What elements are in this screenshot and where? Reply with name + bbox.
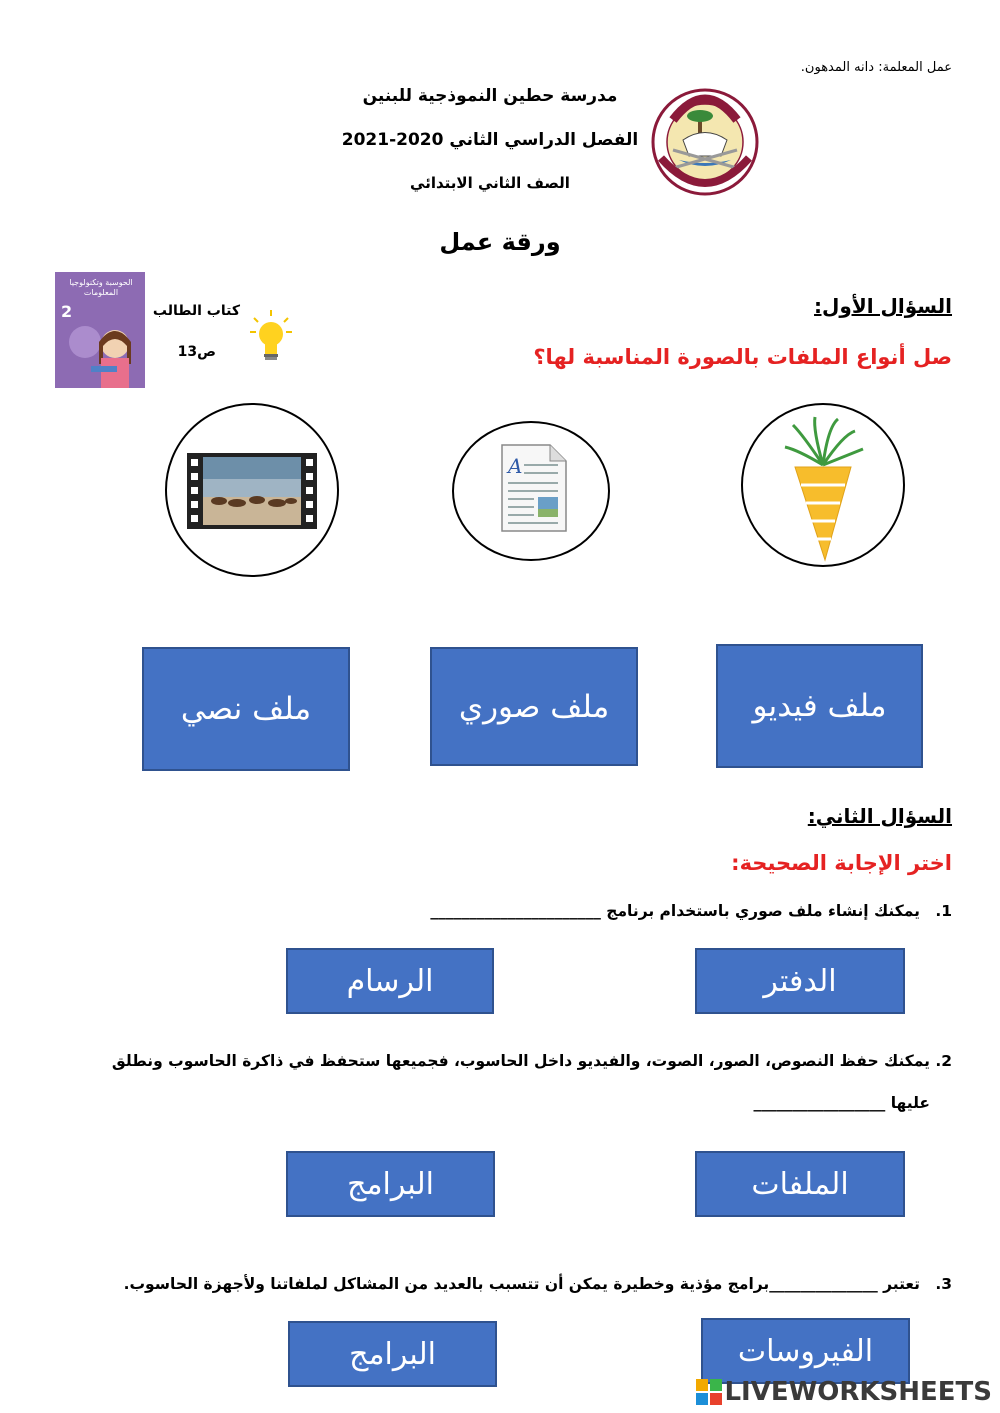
carrot-drawing[interactable]	[741, 403, 905, 567]
document-image[interactable]	[452, 421, 610, 561]
question-2-instruction: اختر الإجابة الصحيحة:	[731, 851, 952, 875]
book-label: كتاب الطالب	[152, 303, 240, 319]
grade-label: الصف الثاني الابتدائي	[410, 174, 570, 192]
option-programs[interactable]: البرامج	[286, 1151, 495, 1217]
book-cover-number: 2	[61, 302, 73, 321]
option-programs-2[interactable]: البرامج	[288, 1321, 497, 1387]
answer-image-file[interactable]: ملف صوري	[430, 647, 638, 766]
school-name: مدرسة حطين النموذجية للبنين	[362, 86, 618, 106]
question-2-heading: السؤال الثاني:	[807, 804, 952, 828]
item-1-number: 1.	[935, 902, 952, 920]
option-files[interactable]: الملفات	[695, 1151, 905, 1217]
film-icon	[167, 405, 337, 575]
document-icon	[454, 423, 608, 559]
term-label: الفصل الدراسي الثاني 2020-2021	[341, 130, 639, 150]
lightbulb-icon	[248, 308, 294, 364]
answer-video-file[interactable]: ملف فيديو	[716, 644, 923, 768]
item-2-text-continued: عليها _________________	[753, 1094, 930, 1112]
item-3-text: تعتبر ______________برامج مؤذية وخطيرة يمكن أن تتسبب بالعديد من المشاكل لملفاتنا ولأجهزة الحاسوب.	[123, 1275, 920, 1293]
worksheet-title: ورقة عمل	[439, 228, 561, 256]
liveworksheets-logo-icon	[696, 1379, 722, 1405]
item-2-text: يمكنك حفظ النصوص، الصور، الصوت، والفيديو داخل الحاسوب، فجميعها ستحفظ في ذاكرة الحاسوب ونطلق	[111, 1052, 930, 1070]
answer-text-file[interactable]: ملف نصي	[142, 647, 350, 771]
option-paint[interactable]: الرسام	[286, 948, 494, 1014]
student-book-cover	[55, 272, 145, 388]
item-2-number: 2.	[935, 1052, 952, 1070]
svg-text:A: A	[508, 454, 523, 478]
item-3-number: 3.	[935, 1275, 952, 1293]
item-1-text: يمكنك إنشاء ملف صوري باستخدام برنامج ______________________	[430, 902, 920, 920]
film-strip-image[interactable]	[165, 403, 339, 577]
book-page: ص13	[177, 344, 216, 360]
carrot-icon	[743, 405, 903, 565]
teacher-credit: عمل المعلمة: دانه المدهون.	[800, 60, 952, 75]
question-1-instruction: صل أنواع الملفات بالصورة المناسبة لها؟	[533, 345, 952, 369]
brand-text: LIVEWORKSHEETS	[724, 1377, 992, 1407]
question-1-heading: السؤال الأول:	[814, 294, 952, 318]
option-notepad[interactable]: الدفتر	[695, 948, 905, 1014]
option-viruses[interactable]: الفيروسات	[701, 1318, 910, 1384]
book-cover-title: الحوسبة وتكنولوجيا المعلومات	[69, 278, 133, 297]
liveworksheets-brand	[696, 1377, 992, 1407]
qatar-ministry-logo	[643, 80, 767, 196]
